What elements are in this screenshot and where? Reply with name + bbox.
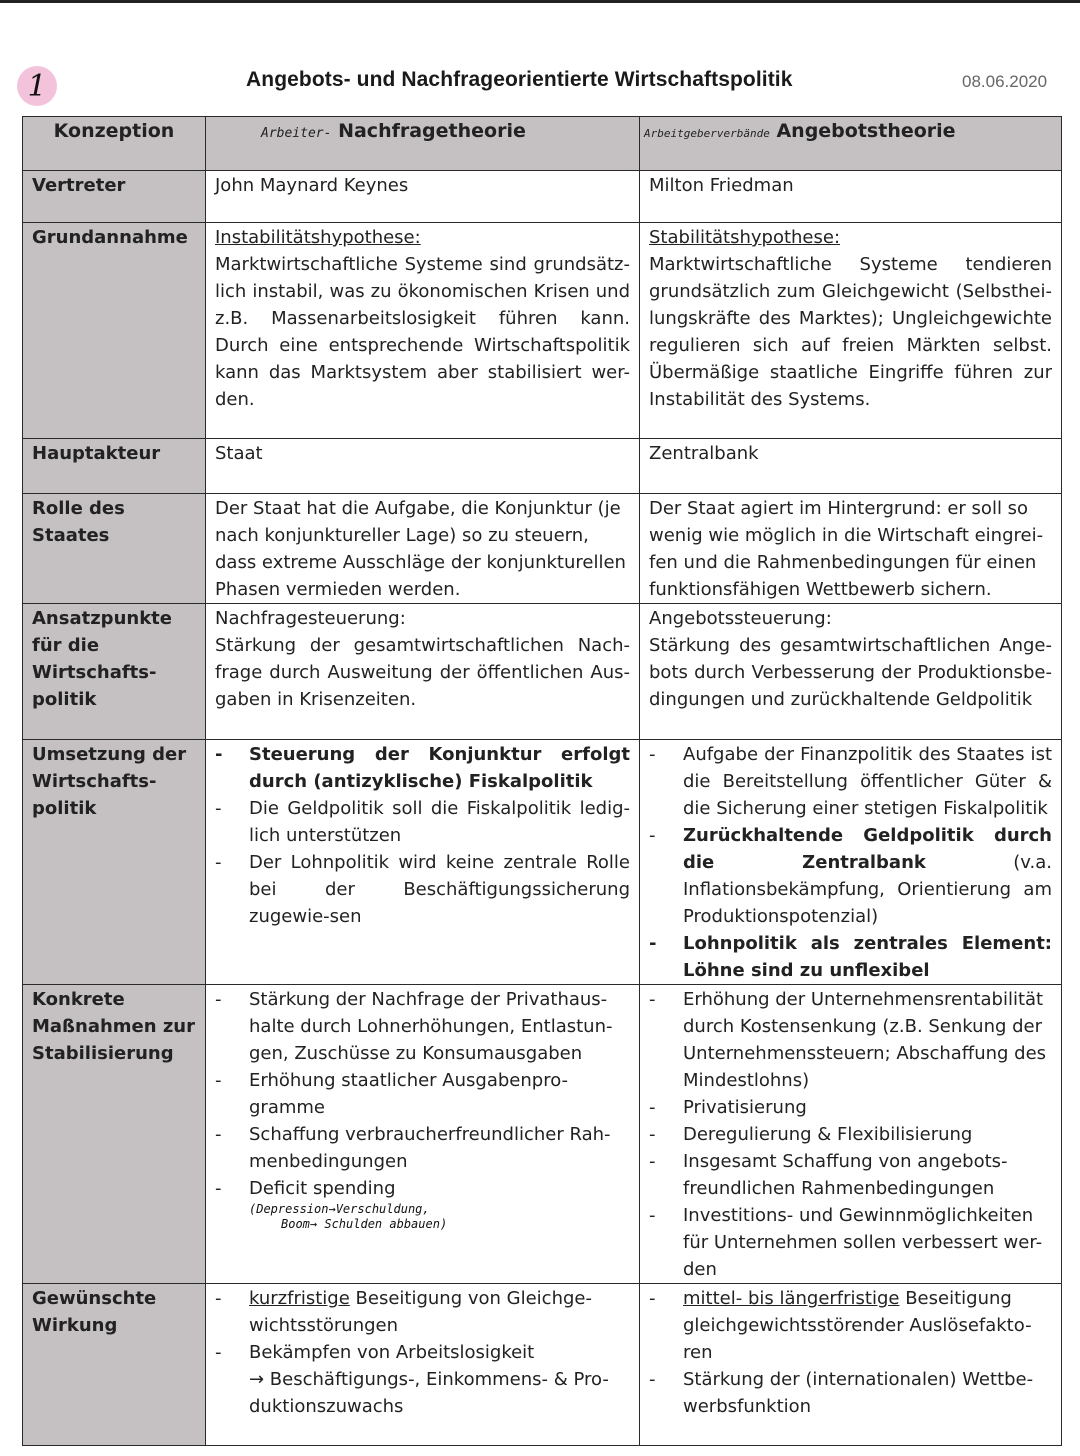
cell-umsetzung-right (640, 740, 1062, 985)
list-item: - Stärkung der (internationalen) Wettbe-werbsfunktion (649, 1366, 1052, 1420)
list-item: - Investitions- und Gewinnmöglichkeiten für Unternehmen sollen verbessert wer-den (649, 1202, 1052, 1283)
list-item: - Schaffung verbraucherfreundlicher Rah-menbedingungen (215, 1121, 630, 1175)
list-item: - Erhöhung staatlicher Ausgabenpro-gramme (215, 1067, 630, 1121)
list-item: - Lohnpolitik als zentrales Element: Löhne sind zu unflexibel (649, 930, 1052, 984)
cell-ansatz-left (206, 604, 640, 740)
list-item (649, 1285, 1052, 1366)
list-item: - Insgesamt Schaffung von angebots-freundlichen Rahmenbedingungen (649, 1148, 1052, 1202)
handwritten-note-arbeitgeber: Arbeitgeberverbände (644, 127, 770, 140)
cell-massnahmen-right (640, 985, 1062, 1284)
cell-grundannahme-left (206, 223, 640, 439)
cell-wirkung-left (206, 1284, 640, 1446)
table-row-grundannahme (23, 223, 1062, 439)
table-row-wirkung (23, 1284, 1062, 1446)
underlined-text: kurzfristige (249, 1288, 350, 1309)
nachfragesteuerung-heading: Nachfragesteuerung: (215, 608, 406, 629)
cell-hauptakteur-right: Zentralbank (640, 439, 1062, 494)
handwritten-note-line-1: (Depression→Verschuldung, (249, 1202, 430, 1216)
header-nachfragetheorie (206, 117, 640, 171)
list-item: - Erhöhung der Unternehmensrentabilität durch Kostensenkung (z.B. Senkung der Unternehmenssteuern; Abschaffung des Mindestlohns) (649, 986, 1052, 1094)
row-label-rolle: Rolle des Staates (23, 494, 206, 604)
cell-vertreter-right: Milton Friedman (640, 171, 1062, 223)
cell-hauptakteur-left: Staat (206, 439, 640, 494)
angebotssteuerung-heading: Angebotssteuerung: (649, 608, 832, 629)
header-nachfragetheorie-label: Nachfragetheorie (338, 120, 526, 142)
cell-wirkung-right (640, 1284, 1062, 1446)
handwritten-note-arbeiter: Arbeiter- (261, 126, 332, 141)
list-item-text: - Bekämpfen von Arbeitslosigkeit (249, 1342, 535, 1363)
list-item (215, 1175, 630, 1232)
cell-vertreter-left: John Maynard Keynes (206, 171, 640, 223)
deficit-spending-text: - Deficit spending (249, 1178, 396, 1199)
handwritten-note-line-2: Boom→ Schulden abbauen) (281, 1217, 448, 1231)
list-item (215, 1285, 630, 1339)
list-item: - Privatisierung (649, 1094, 1052, 1121)
list-item: - Deregulierung & Flexibilisierung (649, 1121, 1052, 1148)
cell-grundannahme-right (640, 223, 1062, 439)
row-label-vertreter: Vertreter (23, 171, 206, 223)
table-row-massnahmen (23, 985, 1062, 1284)
list-item: - Steuerung der Konjunktur erfolgt durch (antizyklische) Fiskalpolitik (215, 741, 630, 795)
list-item: - Der Lohnpolitik wird keine zentrale Rolle bei der Beschäftigungssicherung zugewie-sen (215, 849, 630, 930)
cell-ansatz-right (640, 604, 1062, 740)
instabilitaet-heading: Instabilitätshypothese: (215, 227, 421, 248)
row-label-umsetzung: Umsetzung der Wirtschafts-politik (23, 740, 206, 985)
angebotssteuerung-text: Stärkung des gesamtwirtschaftlichen Ange-bots durch Verbesserung der Produktionsbe-dingungen und zurückhaltende Geldpolitik (649, 635, 1052, 710)
table-header-row (23, 117, 1062, 171)
cell-massnahmen-left (206, 985, 640, 1284)
list-item (215, 1339, 630, 1420)
header-konzeption: Konzeption (23, 117, 206, 171)
table-row-rolle (23, 494, 1062, 604)
header-angebotstheorie-label: Angebotstheorie (776, 120, 956, 142)
list-item (649, 822, 1052, 930)
list-item-rest: (v.a. Inflationsbekämpfung, Orientierung am Produktionspotenzial) (683, 852, 1052, 927)
instabilitaet-text: Marktwirtschaftliche Systeme sind grundsätz-lich instabil, was zu ökonomischen Krisen und z.B. Massenarbeitslosigkeit führen kann. Durch eine entsprechende Wirtschaftspolitik kann das Marktsystem aber stabilisiert wer-den. (215, 254, 630, 410)
underlined-text: mittel- bis längerfristige (683, 1288, 900, 1309)
row-label-grundannahme: Grundannahme (23, 223, 206, 439)
cell-rolle-right: Der Staat agiert im Hintergrund: er soll so wenig wie möglich in die Wirtschaft eingrei-fen und die Rahmenbedingungen für einen funktionsfähigen Wettbewerb sichern. (640, 494, 1062, 604)
page-date: 08.06.2020 (962, 72, 1048, 91)
stabilitaet-text: Marktwirtschaftliche Systeme tendieren grundsätzlich zum Gleichgewicht (Selbsthei-lungskräfte des Marktes); Ungleichgewichte regulieren sich auf freien Märkten selbst. Übermäßige staatliche Eingriffe führen zur Instabilität des Systems. (649, 254, 1052, 410)
row-label-wirkung: Gewünschte Wirkung (23, 1284, 206, 1446)
page-number-badge: 1 (17, 66, 57, 106)
list-item-subtext: → Beschäftigungs-, Einkommens- & Pro-duktionszuwachs (249, 1369, 609, 1417)
list-item: - Die Geldpolitik soll die Fiskalpolitik ledig-lich unterstützen (215, 795, 630, 849)
page-title: Angebots- und Nachfrageorientierte Wirtschaftspolitik (246, 68, 793, 91)
row-label-hauptakteur: Hauptakteur (23, 439, 206, 494)
list-item-rest: Beseitigung gleichgewichtsstörender Auslösefakto-ren (683, 1288, 1032, 1363)
table-row-vertreter (23, 171, 1062, 223)
list-item-rest: Beseitigung von Gleichge-wichtsstörungen (249, 1288, 592, 1336)
nachfragesteuerung-text: Stärkung der gesamtwirtschaftlichen Nach-frage durch Ausweitung der öffentlichen Aus-gaben in Krisenzeiten. (215, 635, 630, 710)
top-border-line (0, 0, 1080, 3)
comparison-table (22, 116, 1062, 1446)
header-angebotstheorie (640, 117, 1062, 171)
list-item: - Stärkung der Nachfrage der Privathaus-halte durch Lohnerhöhungen, Entlastun-gen, Zuschüsse zu Konsumausgaben (215, 986, 630, 1067)
cell-rolle-left: Der Staat hat die Aufgabe, die Konjunktur (je nach konjunktureller Lage) so zu steuern, dass extreme Ausschläge der konjunkturellen Phasen vermieden werden. (206, 494, 640, 604)
table-row-ansatzpunkte (23, 604, 1062, 740)
cell-umsetzung-left (206, 740, 640, 985)
row-label-massnahmen: Konkrete Maßnahmen zur Stabilisierung (23, 985, 206, 1284)
list-item: - Aufgabe der Finanzpolitik des Staates ist die Bereitstellung öffentlicher Güter & die Sicherung einer stetigen Fiskalpolitik (649, 741, 1052, 822)
row-label-ansatzpunkte: Ansatzpunkte für die Wirtschafts-politik (23, 604, 206, 740)
table-row-hauptakteur (23, 439, 1062, 494)
bold-text: Zurückhaltende Geldpolitik durch die Zentralbank (683, 825, 1052, 873)
stabilitaet-heading: Stabilitätshypothese: (649, 227, 841, 248)
table-row-umsetzung (23, 740, 1062, 985)
